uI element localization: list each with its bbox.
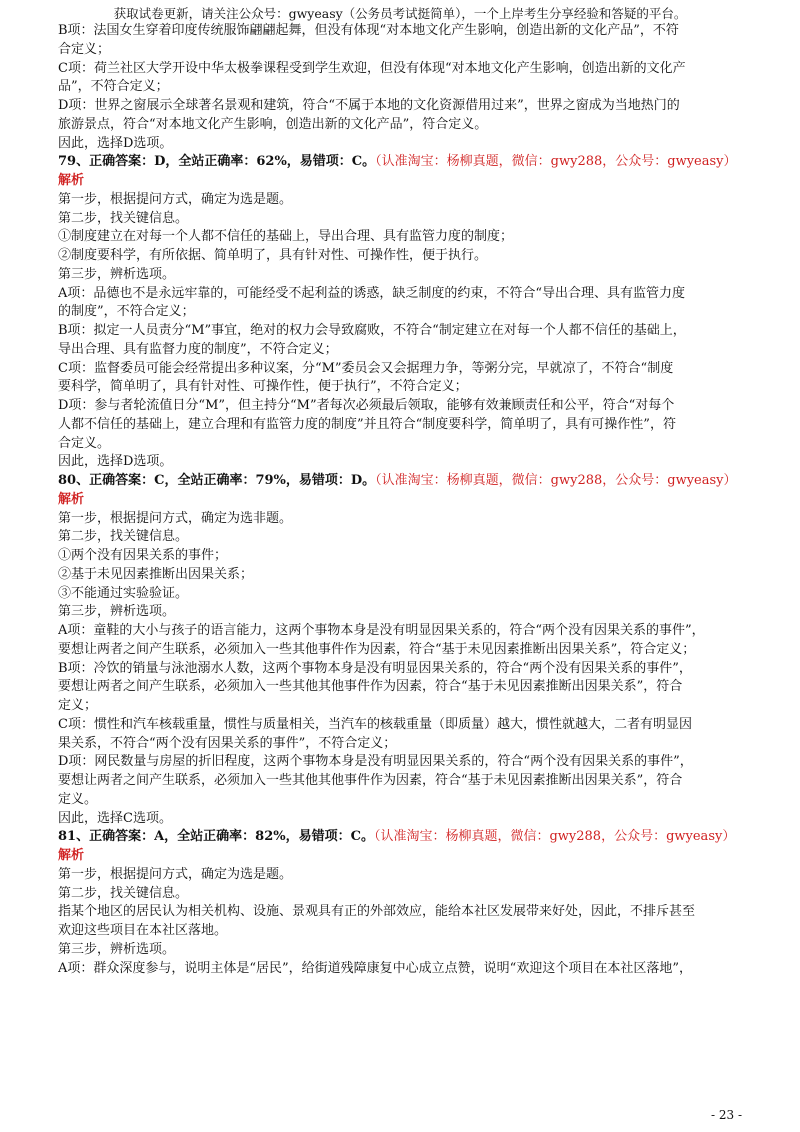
text-line: 第三步，辨析选项。: [58, 941, 176, 957]
analysis-label: 解析: [58, 173, 85, 188]
text-line: A项：群众深度参与，说明主体是“居民”，给街道残障康复中心成立点赞，说明“欢迎这个项目在本社区落地”，: [58, 960, 692, 976]
text-line: 第二步，找关键信息。: [58, 885, 189, 901]
source-note: （认准淘宝：杨柳真题，微信：gwy288，公众号：gwyeasy）: [373, 829, 736, 845]
text-line: 第三步，辨析选项。: [58, 604, 176, 620]
text-line: 要科学，简单明了，具有针对性、可操作性，便于执行”，不符合定义；: [58, 379, 468, 395]
text-line: 定义。: [58, 791, 98, 807]
text-line: 合定义。: [58, 435, 111, 451]
text-line: 旅游景点，符合“对本地文化产生影响，创造出新的文化产品”，符合定义。: [58, 116, 488, 132]
text-line: ③不能通过实验验证。: [58, 585, 189, 601]
text-line: 欢迎这些项目在本社区落地。: [58, 923, 228, 938]
text-line: 要想让两者之间产生联系，必须加入一些其他其他事件作为因素，符合“基于未见因素推断出因果关系”，符合: [58, 773, 683, 788]
text-line: D项：世界之窗展示全球著名景观和建筑，符合“不属于本地的文化资源借用过来”，世界之窗成为当地热门的: [58, 98, 680, 113]
text-line: 导出合理、具有监督力度的制度”，不符合定义；: [58, 341, 338, 357]
text-line: 第一步，根据提问方式，确定为选是题。: [58, 866, 293, 882]
question-answer-heading: [58, 153, 752, 172]
text-line: 第二步，找关键信息。: [58, 529, 189, 545]
text-line: 第一步，根据提问方式，确定为选是题。: [58, 191, 293, 207]
text-line: 因此，选择C选项。: [58, 810, 172, 826]
answer-summary: 79、正确答案：D，全站正确率：62%，易错项：C。: [58, 154, 376, 170]
analysis-label: 解析: [58, 848, 85, 863]
text-line: 人都不信任的基础上，建立合理和有监管力度的制度”并且符合“制度要科学，简单明了，具有可操作性”，符: [58, 416, 676, 432]
answer-summary: 80、正确答案：C，全站正确率：79%，易错项：D。: [58, 473, 376, 488]
text-line: ①制度建立在对每一个人都不信任的基础上，导出合理、具有监管力度的制度；: [58, 229, 514, 245]
text-line: 品”，不符合定义；: [58, 79, 169, 95]
text-line: 定义；: [58, 698, 98, 713]
text-line: C项：惯性和汽车核载重量，惯性与质量相关，当汽车的核载重量（即质量）越大，惯性就越大，二者有明显因: [58, 716, 692, 732]
text-line: 因此，选择D选项。: [58, 454, 173, 470]
text-line: C项：监督委员可能会经常提出多种议案，分“M”委员会又会据理力争，等粥分完，早就凉了，不符合“制度: [58, 360, 674, 376]
text-line: A项：品德也不是永远牢靠的，可能经受不起利益的诱惑，缺乏制度的约束，不符合“导出合理、具有监管力度: [58, 285, 686, 301]
text-line: 第三步，辨析选项。: [58, 266, 176, 282]
text-line: C项：荷兰社区大学开设中华太极拳课程受到学生欢迎，但没有体现“对本地文化产生影响，创造出新的文化产: [58, 60, 686, 76]
page-header: 获取试卷更新，请关注公众号：gwyeasy（公务员考试挺简单），一个上岸考生分享经验和答疑的平台。: [113, 6, 687, 21]
text-line: 的制度”，不符合定义；: [58, 304, 195, 320]
text-line: A项：童鞋的大小与孩子的语言能力，这两个事物本身是没有明显因果关系的，符合“两个没有因果关系的事件”，: [58, 623, 705, 638]
answer-summary: 81、正确答案：A，全站正确率：82%，易错项：C。: [58, 829, 374, 845]
text-line: 要想让两者之间产生联系，必须加入一些其他其他事件作为因素，符合“基于未见因素推断出因果关系”，符合: [58, 679, 683, 695]
text-line: 要想让两者之间产生联系，必须加入一些其他事件作为因素，符合“基于未见因素推断出因果关系”，符合定义；: [58, 641, 696, 657]
source-note: （认准淘宝：杨柳真题，微信：gwy288，公众号：gwyeasy）: [375, 473, 737, 488]
text-line: D项：网民数量与房屋的折旧程度，这两个事物本身是没有明显因果关系的，符合“两个没有因果关系的事件”，: [58, 754, 693, 770]
document-body: [58, 22, 752, 978]
text-line: 因此，选择D选项。: [58, 135, 173, 151]
page-number: - 23 -: [710, 1108, 742, 1122]
text-line: B项：拟定一人员责分“M”事宜，绝对的权力会导致腐败，不符合“制定建立在对每一个人都不信任的基础上，: [58, 323, 686, 338]
text-line: B项：冷饮的销量与泳池溺水人数，这两个事物本身是没有明显因果关系的，符合“两个没有因果关系的事件”，: [58, 660, 692, 676]
text-line: 第二步，找关键信息。: [58, 210, 189, 226]
source-note: （认准淘宝：杨柳真题，微信：gwy288，公众号：gwyeasy）: [375, 154, 737, 170]
text-line: 合定义；: [58, 41, 111, 57]
text-line: ②基于未见因素推断出因果关系；: [58, 566, 254, 582]
text-line: 第一步，根据提问方式，确定为选非题。: [58, 510, 293, 526]
text-line: 指某个地区的居民认为相关机构、设施、景观具有正的外部效应，能给本社区发展带来好处，因此，不排斥甚至: [58, 904, 696, 920]
text-line: 果关系，不符合“两个没有因果关系的事件”，不符合定义；: [58, 735, 397, 751]
text-line: B项：法国女生穿着印度传统服饰翩翩起舞，但没有体现“对本地文化产生影响，创造出新的文化产品”，不符: [58, 23, 679, 38]
text-line: D项：参与者轮流值日分“M”，但主持分“M”者每次必须最后领取，能够有效兼顾责任和公平，符合“对每个: [58, 398, 675, 413]
text-line: ①两个没有因果关系的事件；: [58, 548, 228, 563]
question-answer-heading: [58, 828, 752, 847]
text-line: ②制度要科学，有所依据、简单明了，具有针对性、可操作性，便于执行。: [58, 248, 488, 263]
analysis-label: 解析: [58, 491, 85, 507]
question-answer-heading: [58, 472, 752, 491]
